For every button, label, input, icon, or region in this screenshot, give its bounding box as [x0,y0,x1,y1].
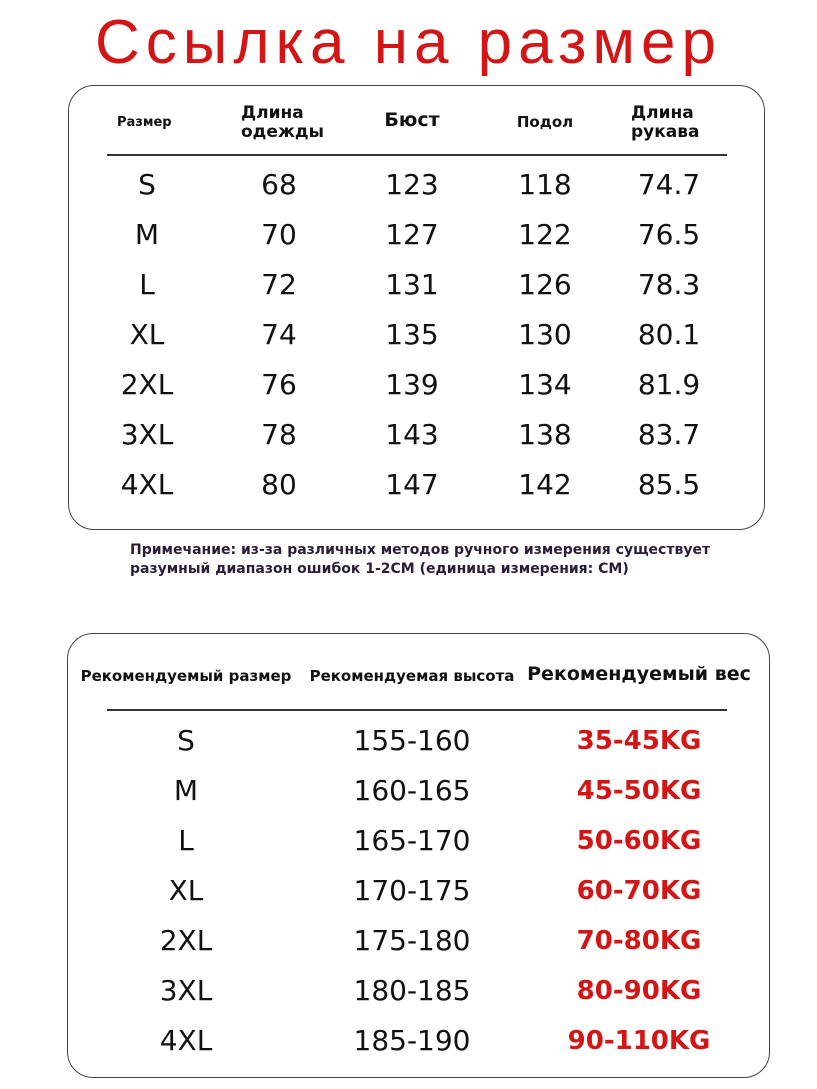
recommend-table-cell: 185-190 [353,1024,471,1057]
size-table-card [68,85,765,530]
size-table-header-1: Длина одежды [241,103,324,142]
size-table-cell: 78 [261,418,297,451]
size-table-cell: 131 [385,268,439,301]
size-table-cell: 68 [261,168,297,201]
size-table-cell: 147 [385,468,439,501]
size-table-header-4: Длина рукава [631,103,700,142]
size-table-cell: 70 [261,218,297,251]
recommend-table-cell: L [178,824,194,857]
size-table-cell: 2XL [120,368,174,401]
recommend-table-cell: 45-50KG [576,776,702,806]
measurement-note: Примечание: из-за различных методов ручного измерения существует разумный диапазон ошибок 1-2CM (единица измерения: CM) [130,542,711,577]
recommend-table-cell: M [173,774,199,807]
recommend-table-header-1: Рекомендуемая высота [309,667,515,685]
recommend-table-cell: 180-185 [353,974,471,1007]
recommend-table-cell: 4XL [159,1024,213,1057]
size-table-header-rule [107,154,727,156]
size-table-cell: 127 [385,218,439,251]
recommend-table-cell: 170-175 [353,874,471,907]
size-table-cell: 4XL [120,468,174,501]
size-table-cell: 143 [385,418,439,451]
recommend-table-cell: 2XL [159,924,213,957]
size-table-cell: 142 [518,468,572,501]
size-table-cell: 135 [385,318,439,351]
page-title: Ссылка на размер [95,8,722,77]
recommend-table-cell: 70-80KG [576,926,702,956]
recommend-table-cell: 165-170 [353,824,471,857]
recommend-table-header-rule [107,709,727,711]
size-table-cell: 76.5 [637,218,701,251]
size-table-cell: L [139,268,155,301]
size-table-cell: 80.1 [637,318,701,351]
recommend-table-cell: 175-180 [353,924,471,957]
recommend-table-cell: 35-45KG [576,726,702,756]
size-table-cell: XL [129,318,165,351]
size-table-cell: 118 [518,168,572,201]
recommend-table-cell: 50-60KG [576,826,702,856]
size-table-cell: 83.7 [637,418,701,451]
size-table-cell: 72 [261,268,297,301]
size-table-cell: 134 [518,368,572,401]
size-table-cell: S [138,168,156,201]
recommend-table-cell: 3XL [159,974,213,1007]
recommend-table-cell: S [177,724,195,757]
size-table-header-3: Подол [516,113,574,131]
size-table-cell: 74.7 [637,168,701,201]
size-table-cell: 126 [518,268,572,301]
size-table-cell: 80 [261,468,297,501]
recommend-table-cell: 160-165 [353,774,471,807]
recommend-table-header-0: Рекомендуемый размер [80,667,292,685]
recommend-table-cell: 90-110KG [567,1026,711,1056]
recommend-table-header-2: Рекомендуемый вес [527,663,751,685]
size-table-cell: 76 [261,368,297,401]
size-table-cell: 122 [518,218,572,251]
recommend-table-cell: 80-90KG [576,976,702,1006]
size-table-header-0: Размер [117,115,172,130]
size-table-cell: M [134,218,160,251]
size-table-cell: 139 [385,368,439,401]
recommend-table-cell: XL [168,874,204,907]
recommend-table-cell: 155-160 [353,724,471,757]
size-table-cell: 74 [261,318,297,351]
size-table-cell: 78.3 [637,268,701,301]
size-table-cell: 3XL [120,418,174,451]
size-table-cell: 138 [518,418,572,451]
size-table-cell: 81.9 [637,368,701,401]
recommend-table-cell: 60-70KG [576,876,702,906]
size-table-cell: 85.5 [637,468,701,501]
size-table-cell: 130 [518,318,572,351]
size-table-header-2: Бюст [384,109,440,131]
size-table-cell: 123 [385,168,439,201]
